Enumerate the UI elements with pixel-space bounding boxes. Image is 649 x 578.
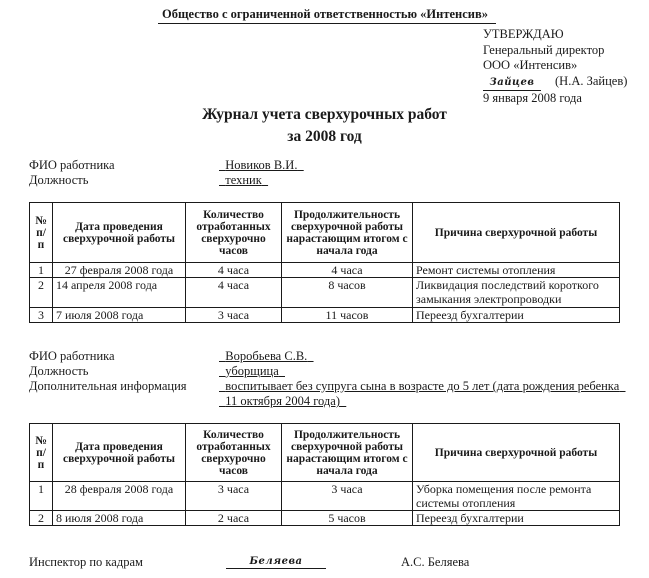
cell-num: 1 [30, 482, 53, 511]
cell-date: 27 февраля 2008 года [53, 263, 186, 278]
employee-1-name [219, 158, 304, 173]
approval-stamp: УТВЕРЖДАЮ [483, 27, 564, 41]
employee-2-extra-line-1 [219, 379, 626, 394]
employee-2-position-label: Должность [29, 364, 89, 378]
cell-hours: 3 часа [186, 308, 282, 323]
header-hours: Количество отработанных сверхурочно часов [186, 203, 282, 263]
cell-reason: Переезд бухгалтерии [413, 511, 620, 526]
director-signature: Зайцев [489, 76, 535, 88]
cell-reason: Уборка помещения после ремонта системы отопления [413, 482, 620, 511]
table-header-row [30, 203, 620, 263]
cell-cumulative: 3 часа [282, 482, 413, 511]
cell-hours: 2 часа [186, 511, 282, 526]
cell-cumulative: 11 часов [282, 308, 413, 323]
approval-signature-row [483, 74, 627, 92]
header-cumulative: Продолжительность сверхурочной работы нарастающим итогом с начала года [282, 424, 413, 482]
header-num: № п/п [30, 203, 53, 263]
employee-2-extra-line-1-text: воспитывает без супруга сына в возрасте до 5 лет (дата рождения ребенка [225, 379, 620, 393]
footer-role: Инспектор по кадрам [29, 555, 143, 569]
table-row [30, 263, 620, 278]
cell-cumulative: 5 часов [282, 511, 413, 526]
employee-2-extra-label: Дополнительная информация [29, 379, 187, 393]
cell-date: 14 апреля 2008 года [53, 278, 186, 308]
cell-num: 2 [30, 278, 53, 308]
employee-1-position [219, 173, 268, 188]
cell-cumulative: 4 часа [282, 263, 413, 278]
cell-num: 3 [30, 308, 53, 323]
header-reason: Причина сверхурочной работы [413, 424, 620, 482]
cell-num: 2 [30, 511, 53, 526]
employee-2-extra-line-2 [219, 394, 346, 409]
employee-2-position [219, 364, 285, 379]
employee-2-position-text: уборщица [225, 364, 279, 378]
organization-name: Общество с ограниченной ответственностью «Интенсив» [158, 7, 496, 24]
cell-date: 28 февраля 2008 года [53, 482, 186, 511]
cell-hours: 4 часа [186, 263, 282, 278]
footer-signature-line [226, 553, 326, 569]
approval-company: ООО «Интенсив» [483, 58, 578, 72]
title-line-2: за 2008 год [287, 128, 362, 145]
cell-hours: 4 часа [186, 278, 282, 308]
page-title [0, 104, 649, 148]
footer-name: А.С. Беляева [401, 555, 470, 569]
employee-2-name-label: ФИО работника [29, 349, 115, 363]
cell-cumulative: 8 часов [282, 278, 413, 308]
header-date: Дата проведения сверхурочной работы [53, 424, 186, 482]
approval-date: 9 января 2008 года [483, 91, 582, 105]
header-hours: Количество отработанных сверхурочно часов [186, 424, 282, 482]
table-row [30, 482, 620, 511]
cell-hours: 3 часа [186, 482, 282, 511]
header-cumulative: Продолжительность сверхурочной работы нарастающим итогом с начала года [282, 203, 413, 263]
header-reason: Причина сверхурочной работы [413, 203, 620, 263]
cell-num: 1 [30, 263, 53, 278]
employee-2-name [219, 349, 314, 364]
inspector-signature: Беляева [249, 556, 303, 567]
approval-position: Генеральный директор [483, 42, 605, 57]
employee-1-name-text: Новиков В.И. [225, 158, 298, 172]
employee-1-position-text: техник [225, 173, 262, 187]
cell-reason: Ремонт системы отопления [413, 263, 620, 278]
employee-2-name-text: Воробьева С.В. [225, 349, 308, 363]
employee-1-position-label: Должность [29, 173, 89, 187]
header-num: № п/п [30, 424, 53, 482]
table-row [30, 511, 620, 526]
cell-date: 8 июля 2008 года [53, 511, 186, 526]
overtime-table-employee-1 [29, 202, 620, 323]
table-header-row [30, 424, 620, 482]
cell-reason: Ликвидация последствий короткого замыкания электропроводки [413, 278, 620, 308]
table-row [30, 308, 620, 323]
approval-block [483, 27, 627, 107]
title-line-1: Журнал учета сверхурочных работ [202, 106, 447, 123]
table-row [30, 278, 620, 308]
director-signature-line [483, 74, 541, 92]
employee-1-name-label: ФИО работника [29, 158, 115, 172]
cell-date: 7 июля 2008 года [53, 308, 186, 323]
approval-signatory: (Н.А. Зайцев) [555, 73, 628, 88]
cell-reason: Переезд бухгалтерии [413, 308, 620, 323]
overtime-table-employee-2 [29, 423, 620, 526]
employee-2-extra-line-2-text: 11 октября 2004 года) [225, 394, 341, 408]
header-date: Дата проведения сверхурочной работы [53, 203, 186, 263]
